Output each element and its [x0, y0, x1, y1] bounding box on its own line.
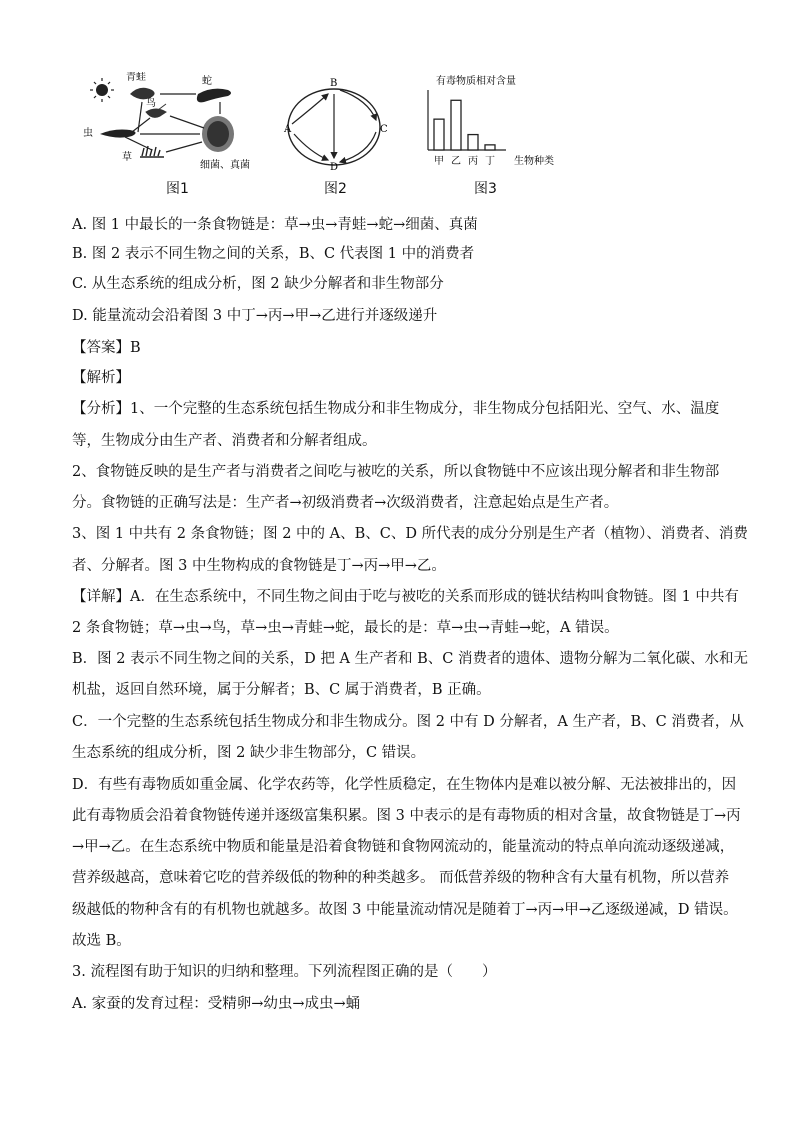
chart-ylabel: 有毒物质相对含量 [436, 76, 516, 87]
text-line: D．有些有毒物质如重金属、化学农药等，化学性质稳定，在生物体内是难以被分解、无法被排出的，因 [72, 777, 737, 793]
sun-icon [90, 78, 114, 102]
text-line: 级越低的物种含有的有机物也就越多。故图 3 中能量流动情况是随着丁→丙→甲→乙逐级递减，D 错误。 [72, 902, 738, 918]
text-line: D. 能量流动会沿着图 3 中丁→丙→甲→乙进行并逐级递升 [72, 308, 438, 324]
text-line: B. 图 2 表示不同生物之间的关系，B、C 代表图 1 中的消费者 [72, 246, 475, 262]
text-line: 【分析】1、一个完整的生态系统包括生物成分和非生物成分，非生物成分包括阳光、空气、水、温度 [72, 401, 720, 417]
tick-label: 甲 [434, 156, 444, 167]
text-line: 【答案】B [72, 340, 141, 356]
bar-1 [451, 100, 461, 150]
text-line: 此有毒物质会沿着食物链传递并逐级富集积累。图 3 中表示的是有毒物质的相对含量，故食物链是丁→丙 [72, 808, 741, 824]
text-line: 分。食物链的正确写法是：生产者→初级消费者→次级消费者，注意起始点是生产者。 [72, 495, 619, 511]
snake-icon [197, 89, 231, 103]
text-line: 者、分解者。图 3 中生物构成的食物链是丁→丙→甲→乙。 [72, 558, 446, 574]
bar-2 [468, 135, 478, 150]
figure-row [80, 72, 600, 202]
text-line: 2、食物链反映的是生产者与消费者之间吃与被吃的关系，所以食物链中不应该出现分解者和非生物部 [72, 464, 720, 480]
text-line: 机盐，返回自然环境，属于分解者；B、C 属于消费者，B 正确。 [72, 682, 491, 698]
figure-3-caption: 图3 [474, 181, 497, 197]
bar-0 [434, 119, 444, 150]
text-line: 3、图 1 中共有 2 条食物链；图 2 中的 A、B、C、D 所代表的成分分别是生产者（植物）、消费者、消费 [72, 526, 748, 542]
tick-label: 丁 [485, 156, 495, 167]
relation-diagram [280, 72, 400, 172]
text-line: →甲→乙。在生态系统中物质和能量是沿着食物链和食物网流动的，能量流动的特点单向流动逐级递减， [72, 839, 735, 855]
figure-3 [420, 72, 600, 197]
figure-2 [280, 72, 400, 197]
text-line: C. 从生态系统的组成分析，图 2 缺少分解者和非生物部分 [72, 276, 444, 292]
bar-3 [485, 145, 495, 150]
figure-1-caption: 图1 [166, 181, 189, 197]
text-line: 营养级越高，意味着它吃的营养级低的物种的种类越多。 而低营养级的物种含有大量有机物，所以营养 [72, 870, 730, 886]
tick-label: 乙 [451, 156, 461, 167]
text-line: 【详解】A．在生态系统中，不同生物之间由于吃与被吃的关系而形成的链状结构叫食物链。图 1 中共有 [72, 589, 739, 605]
grass-label: 草 [122, 152, 132, 163]
bird-label: 鸟 [146, 98, 156, 109]
text-line: 【解析】 [72, 370, 130, 386]
figure-2-caption: 图2 [324, 181, 347, 197]
text-line: 等，生物成分由生产者、消费者和分解者组成。 [72, 433, 377, 449]
node-d: D [330, 162, 339, 172]
text-line: C．一个完整的生态系统包括生物成分和非生物成分。图 2 中有 D 分解者，A 生产者，B、C 消费者，从 [72, 714, 744, 730]
node-b: B [330, 78, 338, 89]
text-line: 故选 B。 [72, 933, 131, 949]
chart-xlabel: 生物种类 [514, 156, 554, 167]
decomposer-icon [202, 116, 234, 152]
text-line: 3. 流程图有助于知识的归纳和整理。下列流程图正确的是（ ） [72, 964, 497, 980]
text-line: A. 家蚕的发育过程：受精卵→幼虫→成虫→蛹 [72, 996, 361, 1012]
frog-label: 青蛙 [126, 72, 146, 83]
text-line: B．图 2 表示不同生物之间的关系，D 把 A 生产者和 B、C 消费者的遗体、遗物分解为二氧化碳、水和无 [72, 651, 748, 667]
text-line: A. 图 1 中最长的一条食物链是：草→虫→青蛙→蛇→细菌、真菌 [72, 217, 478, 233]
insect-label: 虫 [83, 128, 93, 139]
text-line: 2 条食物链；草→虫→鸟，草→虫→青蛙→蛇，最长的是：草→虫→青蛙→蛇，A 错误。 [72, 620, 619, 636]
toxin-bar-chart [420, 72, 600, 172]
snake-label: 蛇 [202, 76, 212, 87]
figure-1 [80, 72, 270, 197]
node-c: C [380, 124, 388, 135]
node-a: A [284, 124, 292, 135]
tick-label: 丙 [468, 156, 478, 167]
insect-icon [100, 130, 136, 138]
decomposer-label: 细菌、真菌 [200, 160, 250, 171]
grass-icon [140, 146, 164, 157]
text-line: 生态系统的组成分析，图 2 缺少非生物部分，C 错误。 [72, 745, 426, 761]
food-web-illustration [80, 72, 270, 172]
